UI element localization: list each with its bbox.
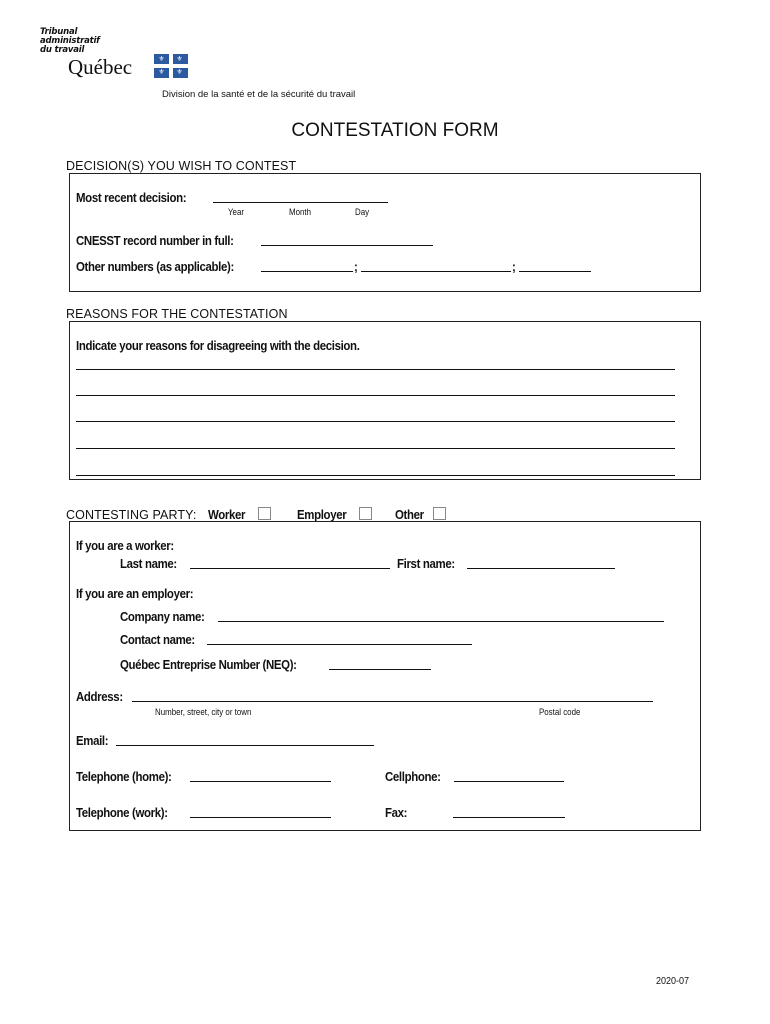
tel-home-label: Telephone (home):	[76, 769, 172, 784]
recent-decision-field[interactable]	[213, 202, 388, 203]
reason-line[interactable]	[76, 421, 675, 422]
reason-line[interactable]	[76, 448, 675, 449]
company-name-field[interactable]	[218, 621, 664, 622]
reason-line[interactable]	[76, 395, 675, 396]
neq-field[interactable]	[329, 669, 431, 670]
contact-name-field[interactable]	[207, 644, 472, 645]
worker-checkbox[interactable]	[258, 507, 271, 520]
quebec-wordmark: Québec	[68, 55, 133, 79]
reasons-section-title: REASONS FOR THE CONTESTATION	[66, 307, 288, 321]
tel-home-field[interactable]	[190, 781, 331, 782]
reason-line[interactable]	[76, 369, 675, 370]
worker-option-label: Worker	[208, 507, 246, 522]
reason-line[interactable]	[76, 475, 675, 476]
party-section-title: CONTESTING PARTY:	[66, 508, 197, 522]
tel-work-field[interactable]	[190, 817, 331, 818]
other-option-label: Other	[395, 507, 424, 522]
email-label: Email:	[76, 733, 109, 748]
cnesst-label: CNESST record number in full:	[76, 233, 234, 248]
logo-line-3: du travail	[40, 45, 85, 55]
reasons-prompt: Indicate your reasons for disagreeing with the decision.	[76, 338, 360, 353]
email-field[interactable]	[116, 745, 374, 746]
form-version: 2020-07	[656, 976, 690, 987]
tat-logo	[40, 28, 100, 55]
separator-2: ;	[512, 259, 516, 274]
tel-work-label: Telephone (work):	[76, 805, 168, 820]
address-field[interactable]	[132, 701, 653, 702]
cellphone-label: Cellphone:	[385, 769, 441, 784]
cnesst-field[interactable]	[261, 245, 433, 246]
last-name-field[interactable]	[190, 568, 390, 569]
cellphone-field[interactable]	[454, 781, 564, 782]
separator-1: ;	[354, 259, 358, 274]
division-text: Division de la santé et de la sécurité du travail	[162, 89, 356, 100]
company-name-label: Company name:	[120, 609, 205, 624]
logo-line-1: Tribunal	[40, 27, 78, 37]
if-employer-label: If you are an employer:	[76, 586, 194, 601]
first-name-field[interactable]	[467, 568, 615, 569]
quebec-flag-icon: ⚜ ⚜ ⚜ ⚜	[154, 54, 188, 78]
day-hint: Day	[355, 207, 370, 217]
fax-field[interactable]	[453, 817, 565, 818]
first-name-label: First name:	[397, 556, 455, 571]
last-name-label: Last name:	[120, 556, 177, 571]
month-hint: Month	[289, 207, 312, 217]
if-worker-label: If you are a worker:	[76, 538, 174, 553]
fax-label: Fax:	[385, 805, 408, 820]
postal-code-hint: Postal code	[539, 707, 581, 717]
other-number-field-1[interactable]	[261, 271, 353, 272]
neq-label: Québec Entreprise Number (NEQ):	[120, 657, 297, 672]
logo-line-2: administratif	[40, 36, 100, 46]
other-number-field-3[interactable]	[519, 271, 591, 272]
other-checkbox[interactable]	[433, 507, 446, 520]
employer-checkbox[interactable]	[359, 507, 372, 520]
contact-name-label: Contact name:	[120, 632, 195, 647]
other-numbers-label: Other numbers (as applicable):	[76, 259, 234, 274]
form-title: CONTESTATION FORM	[291, 120, 499, 141]
decisions-section-title: DECISION(S) YOU WISH TO CONTEST	[66, 159, 297, 173]
address-hint: Number, street, city or town	[155, 707, 252, 717]
employer-option-label: Employer	[297, 507, 347, 522]
other-number-field-2[interactable]	[361, 271, 511, 272]
year-hint: Year	[228, 207, 245, 217]
recent-decision-label: Most recent decision:	[76, 190, 187, 205]
address-label: Address:	[76, 689, 123, 704]
